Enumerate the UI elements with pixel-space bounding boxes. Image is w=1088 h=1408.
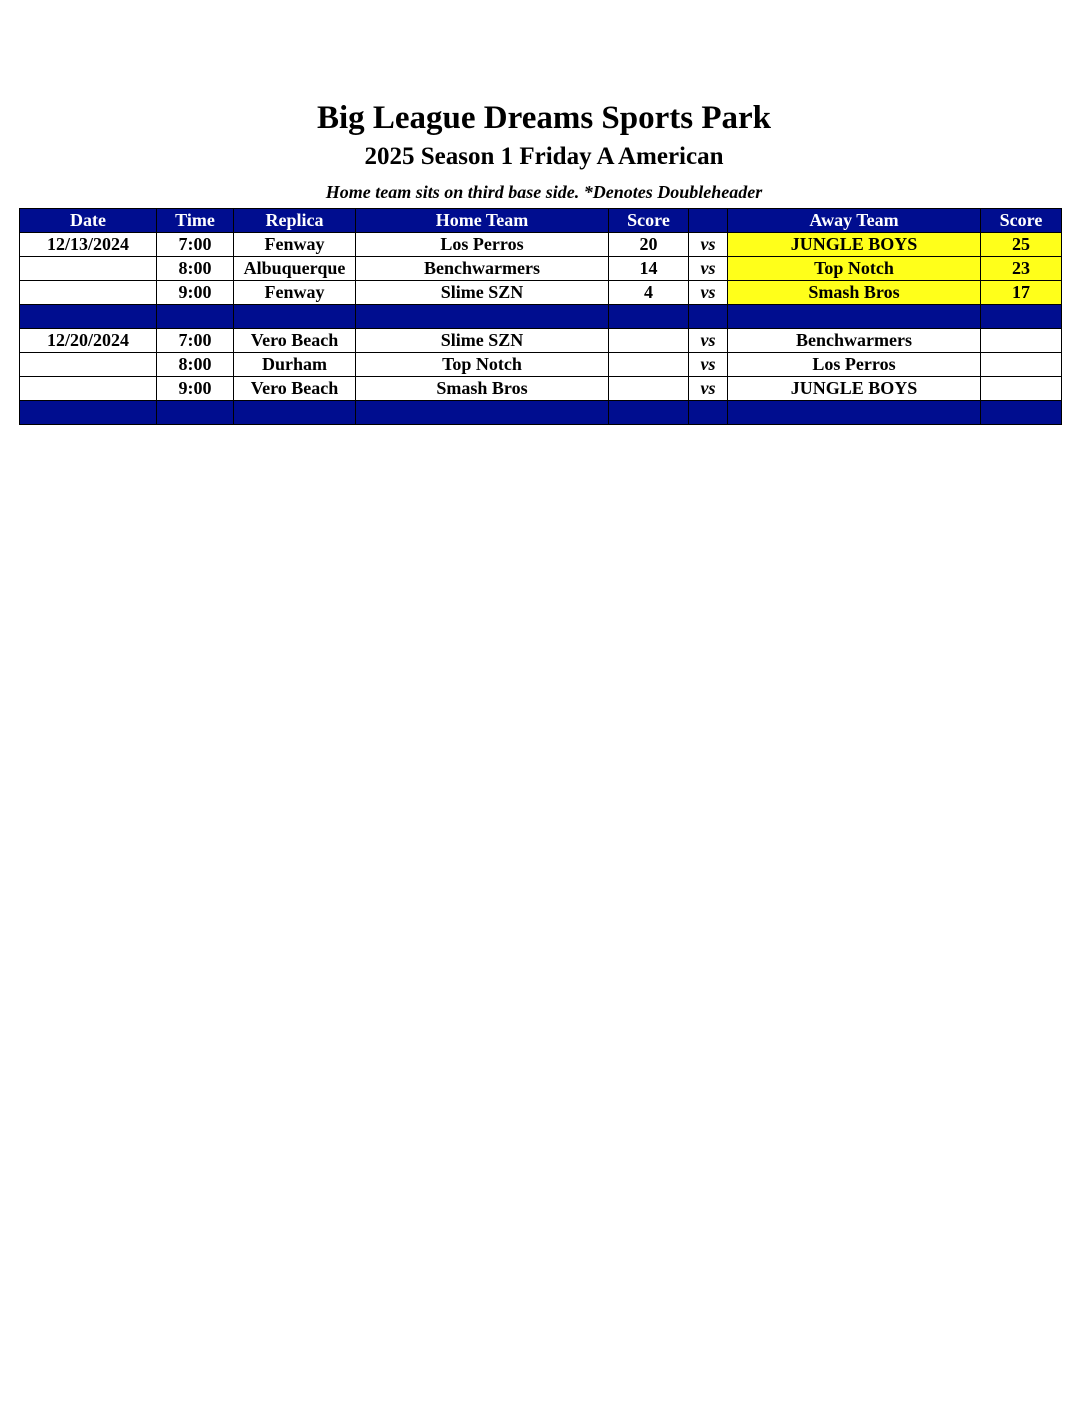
home-score: 14 (609, 257, 689, 281)
home-score: 20 (609, 233, 689, 257)
away-score: 25 (981, 233, 1062, 257)
game-date: 12/20/2024 (20, 329, 157, 353)
home-team: Benchwarmers (356, 257, 609, 281)
home-team: Slime SZN (356, 281, 609, 305)
separator-cell (609, 305, 689, 329)
away-score (981, 329, 1062, 353)
home-score (609, 353, 689, 377)
page-title: Big League Dreams Sports Park (316, 100, 772, 136)
week-separator-row (20, 305, 1062, 329)
header-row (20, 209, 1062, 233)
separator-cell (356, 305, 609, 329)
col-header-home-score: Score (609, 209, 689, 233)
game-date (20, 377, 157, 401)
home-score (609, 377, 689, 401)
away-team: JUNGLE BOYS (728, 233, 981, 257)
schedule-table (19, 208, 1062, 425)
separator-cell (689, 305, 728, 329)
away-team: Benchwarmers (728, 329, 981, 353)
away-team: Smash Bros (728, 281, 981, 305)
col-header-date: Date (20, 209, 157, 233)
vs-label: vs (689, 257, 728, 281)
col-header-replica: Replica (234, 209, 356, 233)
schedule-note: Home team sits on third base side. *Denotes Doubleheader (325, 182, 763, 202)
away-score (981, 377, 1062, 401)
separator-cell (689, 401, 728, 425)
game-replica: Fenway (234, 233, 356, 257)
home-team: Smash Bros (356, 377, 609, 401)
week-separator-row (20, 401, 1062, 425)
game-replica: Fenway (234, 281, 356, 305)
table-row (20, 377, 1062, 401)
table-row (20, 233, 1062, 257)
away-team: Top Notch (728, 257, 981, 281)
game-time: 8:00 (157, 257, 234, 281)
separator-cell (157, 401, 234, 425)
vs-label: vs (689, 377, 728, 401)
separator-cell (609, 401, 689, 425)
table-row (20, 257, 1062, 281)
table-row (20, 353, 1062, 377)
away-score (981, 353, 1062, 377)
game-replica: Vero Beach (234, 329, 356, 353)
separator-cell (356, 401, 609, 425)
separator-cell (234, 401, 356, 425)
home-team: Slime SZN (356, 329, 609, 353)
game-time: 9:00 (157, 281, 234, 305)
game-date (20, 281, 157, 305)
separator-cell (20, 305, 157, 329)
col-header-time: Time (157, 209, 234, 233)
away-score: 23 (981, 257, 1062, 281)
game-replica: Durham (234, 353, 356, 377)
separator-cell (728, 305, 981, 329)
game-date (20, 353, 157, 377)
col-header-home-team: Home Team (356, 209, 609, 233)
separator-cell (20, 401, 157, 425)
game-replica: Albuquerque (234, 257, 356, 281)
home-team: Los Perros (356, 233, 609, 257)
col-header-away-score: Score (981, 209, 1062, 233)
home-team: Top Notch (356, 353, 609, 377)
home-score (609, 329, 689, 353)
table-row (20, 281, 1062, 305)
vs-label: vs (689, 329, 728, 353)
schedule-body (20, 233, 1062, 425)
game-date (20, 257, 157, 281)
game-date: 12/13/2024 (20, 233, 157, 257)
separator-cell (234, 305, 356, 329)
table-row (20, 329, 1062, 353)
home-score: 4 (609, 281, 689, 305)
away-team: Los Perros (728, 353, 981, 377)
game-replica: Vero Beach (234, 377, 356, 401)
separator-cell (981, 401, 1062, 425)
game-time: 8:00 (157, 353, 234, 377)
col-header-away-team: Away Team (728, 209, 981, 233)
away-team: JUNGLE BOYS (728, 377, 981, 401)
vs-label: vs (689, 353, 728, 377)
col-header-vs (689, 209, 728, 233)
game-time: 7:00 (157, 233, 234, 257)
page-subtitle: 2025 Season 1 Friday A American (364, 143, 724, 170)
game-time: 7:00 (157, 329, 234, 353)
game-time: 9:00 (157, 377, 234, 401)
separator-cell (981, 305, 1062, 329)
away-score: 17 (981, 281, 1062, 305)
vs-label: vs (689, 233, 728, 257)
vs-label: vs (689, 281, 728, 305)
separator-cell (157, 305, 234, 329)
separator-cell (728, 401, 981, 425)
